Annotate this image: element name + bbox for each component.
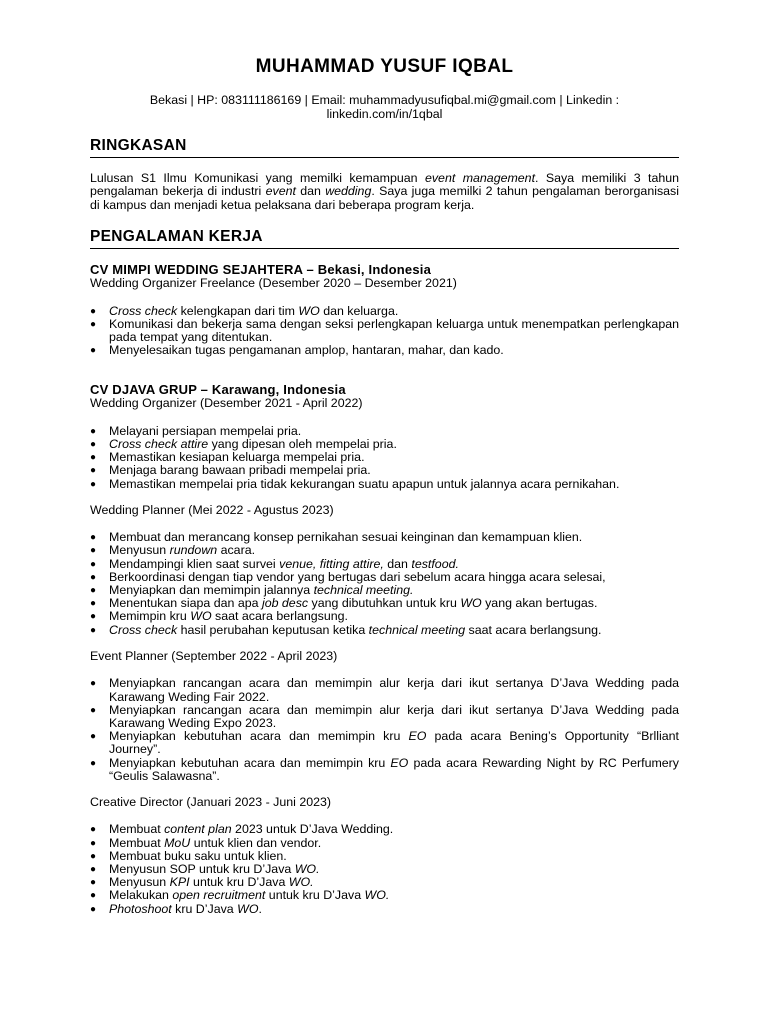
text-run: Mendampingi klien saat survei — [109, 556, 280, 571]
italic-text: EO — [408, 729, 427, 744]
bullet-dot-icon: ● — [90, 837, 97, 849]
role-title: Wedding Planner (Mei 2022 - Agustus 2023) — [90, 502, 334, 517]
company-name: CV MIMPI WEDDING SEJAHTERA – Bekasi, Indonesia — [90, 262, 432, 278]
bullet-dot-icon: ● — [90, 305, 97, 317]
bullet-dot-icon: ● — [90, 731, 97, 743]
bullet-dot-icon: ● — [90, 704, 97, 716]
italic-text: testfood. — [411, 556, 459, 571]
text-run: dan keluarga. — [319, 303, 399, 318]
text-run: hasil perubahan keputusan ketika — [177, 622, 369, 637]
bullet-dot-icon: ● — [90, 452, 97, 464]
text-run: Membuat — [109, 822, 165, 837]
italic-text: wedding — [325, 184, 372, 199]
summary-text — [90, 172, 679, 212]
bullet-list — [90, 425, 679, 491]
italic-text: event management — [424, 171, 536, 185]
bullet-dot-icon: ● — [90, 585, 97, 597]
text-run: yang dipesan oleh mempelai pria. — [208, 437, 397, 452]
italic-text: MoU — [164, 835, 191, 850]
text-run: Membuat dan merancang konsep pernikahan sesuai keinginan dan kemampuan klien. — [109, 530, 583, 545]
bullet-item — [90, 730, 679, 756]
bullet-item — [90, 704, 679, 730]
italic-text: Cross check attire — [109, 437, 209, 452]
text-run: Menjaga barang bawaan pribadi mempelai pria. — [109, 463, 371, 478]
candidate-name: MUHAMMAD YUSUF IQBAL — [255, 56, 514, 77]
text-run: pada acara Bening’s Opportunity “Brlliant Journey”. — [109, 729, 679, 757]
text-run: untuk kru D’Java — [189, 875, 289, 890]
bullet-dot-icon: ● — [90, 318, 97, 330]
bullet-list — [90, 305, 679, 358]
text-run: acara. — [217, 543, 256, 558]
bullet-dot-icon: ● — [90, 678, 97, 690]
text-run: Menyusun — [109, 875, 170, 890]
summary-section — [90, 137, 679, 212]
text-run: Melayani persiapan mempelai pria. — [109, 423, 302, 438]
bullet-dot-icon: ● — [90, 903, 97, 915]
bullet-dot-icon: ● — [90, 439, 97, 451]
bullet-dot-icon: ● — [90, 465, 97, 477]
experience-section — [90, 228, 679, 916]
bullet-dot-icon: ● — [90, 545, 97, 557]
contact-info — [90, 94, 679, 121]
italic-text: WO. — [288, 875, 314, 890]
role-title: Wedding Organizer (Desember 2021 - April 2022) — [90, 396, 363, 411]
text-run: Membuat — [109, 835, 165, 850]
bullet-dot-icon: ● — [90, 611, 97, 623]
text-run: Berkoordinasi dengan tiap vendor yang bertugas dari sebelum acara hingga acara selesai, — [109, 569, 606, 584]
bullet-item — [90, 757, 679, 783]
bullet-item — [90, 903, 679, 916]
text-run: untuk kru D’Java — [265, 888, 365, 903]
bullet-item — [90, 318, 679, 344]
text-run: Menyiapkan rancangan acara dan memimpin alur kerja dari ikut sertanya D’Java Wedding pada Karawang Weding Fair 2022. — [109, 676, 679, 704]
italic-text: KPI — [169, 875, 190, 890]
company-block — [90, 263, 679, 357]
bullet-dot-icon: ● — [90, 478, 97, 490]
italic-text: Photoshoot — [109, 901, 172, 916]
text-run: pada acara Rewarding Night by RC Perfumery “Geulis Salawasna”. — [109, 755, 679, 783]
text-run: Menentukan siapa dan apa — [109, 596, 262, 611]
italic-text: Cross check — [109, 622, 178, 637]
role-title: Event Planner (September 2022 - April 2023) — [90, 648, 338, 663]
text-run: yang dibutuhkan untuk kru — [308, 596, 461, 611]
italic-text: WO. — [364, 888, 390, 903]
text-run: . Saya juga memilki 2 tahun pengalaman berorganisasi di kampus dan menjadi ketua pelaksana dari beberapa program kerja. — [90, 184, 679, 212]
text-run: dan — [383, 556, 412, 571]
bullet-dot-icon: ● — [90, 890, 97, 902]
text-run: . — [258, 901, 262, 916]
italic-text: EO — [390, 755, 409, 770]
experience-heading: PENGALAMAN KERJA — [90, 228, 679, 249]
text-run: Memimpin kru — [109, 609, 191, 624]
italic-text: technical meeting — [368, 622, 466, 637]
italic-text: content plan — [164, 822, 232, 837]
text-run: untuk klien dan vendor. — [190, 835, 322, 850]
italic-text: venue, fitting attire, — [279, 556, 384, 571]
bullet-dot-icon: ● — [90, 598, 97, 610]
text-run: saat acara berlangsung. — [465, 622, 602, 637]
bullet-item — [90, 344, 679, 357]
text-run: Membuat buku saku untuk klien. — [109, 848, 287, 863]
bullet-dot-icon: ● — [90, 624, 97, 636]
bullet-list — [90, 823, 679, 915]
company-block — [90, 383, 679, 915]
summary-heading: RINGKASAN — [90, 137, 679, 158]
italic-text: Cross check — [109, 303, 178, 318]
bullet-item — [90, 677, 679, 703]
italic-text: job desc — [261, 596, 309, 611]
text-run: Menyiapkan kebutuhan acara dan memimpin kru — [109, 755, 391, 770]
bullet-list — [90, 677, 679, 783]
italic-text: WO — [298, 303, 320, 318]
text-run: dan — [295, 184, 326, 199]
text-run: Menyusun — [109, 543, 170, 558]
bullet-dot-icon: ● — [90, 345, 97, 357]
contact-line: Bekasi | HP: 083111186169 | Email: muhammadyusufiqbal.mi@gmail.com | Linkedin : — [149, 93, 620, 107]
bullet-dot-icon: ● — [90, 877, 97, 889]
bullet-item — [90, 478, 679, 491]
italic-text: WO — [460, 596, 482, 611]
bullet-dot-icon: ● — [90, 863, 97, 875]
company-name: CV DJAVA GRUP – Karawang, Indonesia — [90, 382, 346, 398]
italic-text: WO. — [294, 861, 320, 876]
bullet-item — [90, 624, 679, 637]
bullet-dot-icon: ● — [90, 850, 97, 862]
italic-text: event — [265, 184, 296, 199]
bullet-dot-icon: ● — [90, 532, 97, 544]
text-run: Lulusan S1 Ilmu Komunikasi yang memilki kemampuan — [90, 171, 425, 185]
text-run: Memastikan mempelai pria tidak kekurangan suatu apapun untuk jalannya acara pernikahan. — [109, 476, 620, 491]
text-run: kru D’Java — [171, 901, 238, 916]
text-run: Menyiapkan rancangan acara dan memimpin alur kerja dari ikut sertanya D’Java Wedding pada Karawang Weding Expo 2023. — [109, 702, 679, 730]
role-title: Wedding Organizer Freelance (Desember 2020 – Desember 2021) — [90, 276, 457, 291]
italic-text: rundown — [169, 543, 218, 558]
italic-text: WO — [237, 901, 259, 916]
text-run: kelengkapan dari tim — [177, 303, 299, 318]
text-run: Menyusun SOP untuk kru D’Java — [109, 861, 295, 876]
role-title: Creative Director (Januari 2023 - Juni 2023) — [90, 794, 332, 809]
text-run: Memastikan kesiapan keluarga mempelai pria. — [109, 450, 365, 465]
text-run: Menyiapkan dan memimpin jalannya — [109, 583, 314, 598]
italic-text: open recruitment — [172, 888, 266, 903]
bullet-dot-icon: ● — [90, 824, 97, 836]
bullet-dot-icon: ● — [90, 757, 97, 769]
text-run: yang akan bertugas. — [481, 596, 598, 611]
text-run: saat acara berlangsung. — [211, 609, 348, 624]
bullet-dot-icon: ● — [90, 558, 97, 570]
text-run: Menyiapkan kebutuhan acara dan memimpin kru — [109, 729, 409, 744]
linkedin-url: linkedin.com/in/1qbal — [326, 106, 443, 121]
italic-text: technical meeting. — [313, 583, 414, 598]
text-run: 2023 untuk D’Java Wedding. — [231, 822, 394, 837]
bullet-dot-icon: ● — [90, 425, 97, 437]
text-run: Komunikasi dan bekerja sama dengan seksi perlengkapan keluarga untuk menempatkan perlengkapan pada tempat yang ditentukan. — [109, 316, 679, 345]
italic-text: WO — [190, 609, 212, 624]
text-run: Menyelesaikan tugas pengamanan amplop, hantaran, mahar, dan kado. — [109, 343, 504, 358]
bullet-list — [90, 531, 679, 637]
text-run: Melakukan — [109, 888, 173, 903]
text-run: . Saya memiliki 3 tahun pengalaman bekerja di industri — [90, 171, 680, 199]
bullet-dot-icon: ● — [90, 571, 97, 583]
